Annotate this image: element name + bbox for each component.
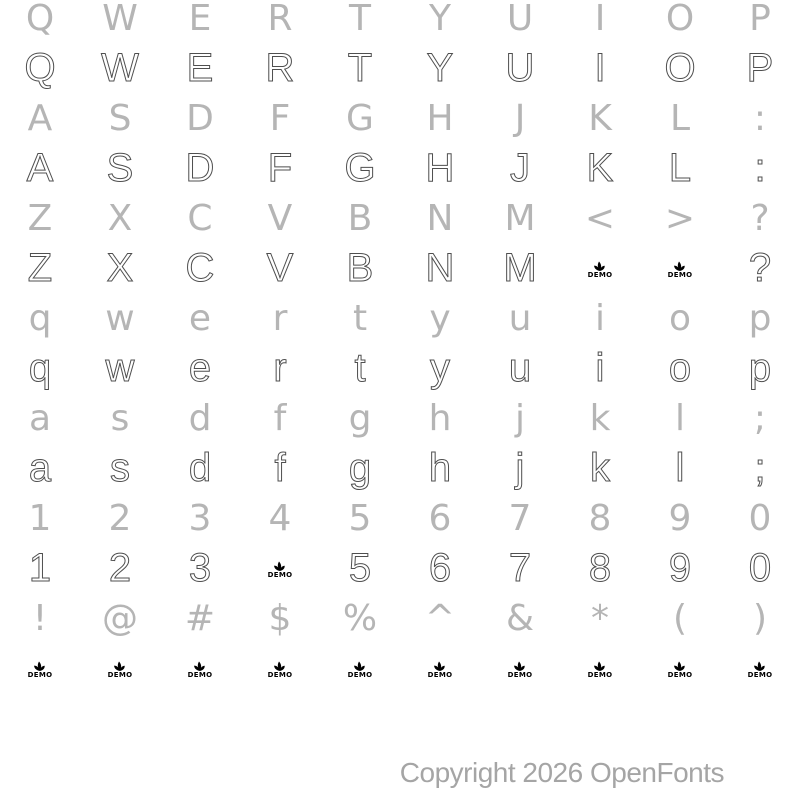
glyph-cell: t (352, 297, 368, 339)
glyph-cell: u (508, 345, 532, 390)
glyph-cell: ? (750, 197, 770, 239)
glyph-row-reference (0, 0, 800, 43)
demo-label: DEMO (347, 670, 373, 679)
glyph-cell: 4 (268, 497, 292, 539)
glyph-cell: S (108, 97, 132, 139)
glyph-cell: E (186, 45, 214, 90)
glyph-cell: g (348, 445, 372, 490)
glyph-cell: F (267, 145, 293, 190)
glyph-cell: 7 (508, 545, 532, 590)
glyph-cell: h (428, 397, 452, 439)
glyph-cell: Q (24, 45, 56, 90)
glyph-cell: ; (753, 397, 767, 439)
glyph-cell: V (266, 245, 294, 290)
glyph-cell: 0 (748, 497, 772, 539)
demo-fleuron-icon (270, 558, 290, 571)
glyph-cell: X (106, 245, 134, 290)
glyph-cell: o (668, 297, 692, 339)
glyph-cell: L (668, 145, 692, 190)
glyph-cell: M (503, 245, 537, 290)
glyph-cell: s (110, 397, 130, 439)
demo-fleuron-icon (430, 658, 450, 671)
glyph-cell: W (101, 45, 139, 90)
glyph-cell: 5 (348, 497, 372, 539)
demo-fleuron-icon (350, 658, 370, 671)
glyph-cell: N (425, 245, 455, 290)
demo-label: DEMO (267, 670, 293, 679)
glyph-cell: ^ (424, 597, 456, 639)
glyph-row-preview (0, 143, 800, 193)
demo-label: DEMO (427, 670, 453, 679)
glyph-cell: l (675, 445, 685, 490)
glyph-cell: a (28, 445, 52, 490)
glyph-row-preview (0, 443, 800, 493)
glyph-cell: T (349, 0, 371, 39)
glyph-row-reference (0, 393, 800, 443)
demo-label: DEMO (27, 670, 53, 679)
glyph-cell: I (594, 45, 606, 90)
glyph-row-reference (0, 93, 800, 143)
glyph-cell: u (508, 297, 532, 339)
glyph-cell: 8 (588, 497, 612, 539)
glyph-cell: l (674, 397, 685, 439)
demo-glyph (560, 643, 640, 693)
demo-glyph (240, 543, 320, 593)
glyph-cell: R (265, 45, 295, 90)
glyph-cell: P (746, 45, 774, 90)
glyph-cell: ) (752, 597, 768, 639)
glyph-cell: i (594, 297, 605, 339)
glyph-cell: 6 (428, 545, 452, 590)
demo-label: DEMO (667, 670, 693, 679)
glyph-cell: E (188, 0, 212, 39)
glyph-cell: t (354, 345, 366, 390)
glyph-cell: 9 (668, 497, 692, 539)
glyph-cell: e (188, 297, 212, 339)
glyph-cell: D (185, 145, 215, 190)
glyph-cell: ! (32, 597, 48, 639)
glyph-cell: W (102, 0, 138, 39)
glyph-row-reference (0, 193, 800, 243)
demo-glyph (320, 643, 400, 693)
glyph-cell: # (184, 597, 216, 639)
glyph-cell: a (28, 397, 52, 439)
glyph-cell: B (347, 197, 373, 239)
demo-label: DEMO (587, 270, 613, 279)
glyph-cell: h (428, 445, 452, 490)
demo-fleuron-icon (270, 658, 290, 671)
demo-glyph (640, 643, 720, 693)
glyph-cell: ; (754, 445, 766, 490)
glyph-cell: e (188, 345, 212, 390)
glyph-cell: d (188, 397, 212, 439)
glyph-cell: Y (426, 45, 454, 90)
demo-glyph (400, 643, 480, 693)
glyph-cell: r (273, 345, 287, 390)
glyph-cell: y (429, 297, 451, 339)
demo-glyph (480, 643, 560, 693)
glyph-cell: 2 (108, 497, 132, 539)
glyph-cell: o (668, 345, 692, 390)
glyph-cell: L (669, 97, 691, 139)
glyph-cell: % (342, 597, 378, 639)
glyph-cell: H (426, 97, 454, 139)
glyph-cell: C (187, 197, 213, 239)
glyph-cell: K (586, 145, 614, 190)
glyph-cell: p (748, 297, 772, 339)
glyph-row-reference (0, 293, 800, 343)
glyph-row-reference (0, 593, 800, 643)
glyph-cell: J (514, 97, 526, 139)
glyph-cell: $ (268, 597, 292, 639)
demo-label: DEMO (187, 670, 213, 679)
glyph-cell: ? (748, 245, 772, 290)
glyph-cell: r (272, 297, 288, 339)
glyph-cell: p (748, 345, 772, 390)
demo-label: DEMO (107, 670, 133, 679)
glyph-cell: @ (102, 597, 138, 639)
glyph-cell: O (664, 45, 696, 90)
glyph-cell: & (505, 597, 535, 639)
demo-fleuron-icon (590, 658, 610, 671)
glyph-cell: U (505, 45, 535, 90)
demo-fleuron-icon (110, 658, 130, 671)
glyph-cell: X (107, 197, 133, 239)
demo-glyph (560, 243, 640, 293)
glyph-cell: ( (672, 597, 688, 639)
glyph-cell: O (665, 0, 695, 39)
glyph-cell: 1 (28, 497, 52, 539)
glyph-cell: j (515, 445, 525, 490)
glyph-cell: C (185, 245, 215, 290)
glyph-cell: D (186, 97, 214, 139)
glyph-cell: 0 (748, 545, 772, 590)
glyph-cell: G (344, 145, 376, 190)
glyph-cell: A (26, 145, 54, 190)
glyph-cell: T (347, 45, 373, 90)
glyph-cell: d (188, 445, 212, 490)
demo-label: DEMO (667, 270, 693, 279)
glyph-cell: P (749, 0, 771, 39)
glyph-cell: 2 (108, 545, 132, 590)
glyph-cell: Z (27, 197, 53, 239)
glyph-row-preview (0, 43, 800, 93)
glyph-row-preview (0, 643, 800, 693)
glyph-cell: Q (25, 0, 55, 39)
demo-label: DEMO (507, 670, 533, 679)
demo-label: DEMO (747, 670, 773, 679)
demo-glyph (80, 643, 160, 693)
glyph-row-preview (0, 243, 800, 293)
glyph-cell: j (514, 397, 525, 439)
glyph-cell: 3 (188, 545, 212, 590)
glyph-row-preview (0, 543, 800, 593)
demo-glyph (640, 243, 720, 293)
glyph-cell: * (591, 597, 609, 639)
glyph-cell: g (348, 397, 372, 439)
glyph-row-reference (0, 493, 800, 543)
glyph-cell: K (588, 97, 612, 139)
demo-glyph (720, 643, 800, 693)
glyph-cell: M (504, 197, 536, 239)
glyph-cell: H (425, 145, 455, 190)
demo-fleuron-icon (670, 658, 690, 671)
glyph-cell: w (105, 297, 135, 339)
glyph-cell: U (506, 0, 534, 39)
glyph-cell: : (753, 97, 767, 139)
demo-glyph (160, 643, 240, 693)
glyph-cell: A (27, 97, 53, 139)
glyph-cell: I (594, 0, 606, 39)
glyph-cell: < (584, 197, 616, 239)
glyph-cell: k (589, 397, 611, 439)
glyph-cell: s (110, 445, 130, 490)
glyph-cell: > (664, 197, 696, 239)
demo-fleuron-icon (30, 658, 50, 671)
demo-glyph (0, 643, 80, 693)
demo-fleuron-icon (510, 658, 530, 671)
demo-fleuron-icon (190, 658, 210, 671)
glyph-cell: N (426, 197, 454, 239)
glyph-cell: 5 (348, 545, 372, 590)
glyph-cell: 8 (588, 545, 612, 590)
glyph-cell: q (28, 297, 52, 339)
glyph-cell: Y (429, 0, 451, 39)
copyright-text: Copyright 2026 OpenFonts (399, 757, 724, 788)
glyph-cell: V (267, 197, 293, 239)
glyph-cell: F (269, 97, 291, 139)
demo-glyph (240, 643, 320, 693)
glyph-cell: B (346, 245, 374, 290)
glyph-row-preview (0, 343, 800, 393)
glyph-cell: G (346, 97, 374, 139)
glyph-cell: q (28, 345, 52, 390)
glyph-cell: J (510, 145, 530, 190)
glyph-cell: S (106, 145, 134, 190)
glyph-cell: Z (27, 245, 53, 290)
glyph-cell: 3 (188, 497, 212, 539)
glyph-cell: 1 (28, 545, 52, 590)
glyph-cell: R (267, 0, 293, 39)
glyph-cell: i (595, 345, 605, 390)
glyph-cell: 9 (668, 545, 692, 590)
glyph-cell: 7 (508, 497, 532, 539)
glyph-cell: 6 (428, 497, 452, 539)
glyph-cell: f (273, 397, 287, 439)
glyph-cell: f (274, 445, 286, 490)
glyph-cell: y (430, 345, 450, 390)
glyph-cell: k (590, 445, 610, 490)
demo-fleuron-icon (670, 258, 690, 271)
glyph-cell: w (105, 345, 135, 390)
demo-fleuron-icon (590, 258, 610, 271)
demo-label: DEMO (267, 570, 293, 579)
demo-label: DEMO (587, 670, 613, 679)
glyph-cell: : (754, 145, 766, 190)
demo-fleuron-icon (750, 658, 770, 671)
